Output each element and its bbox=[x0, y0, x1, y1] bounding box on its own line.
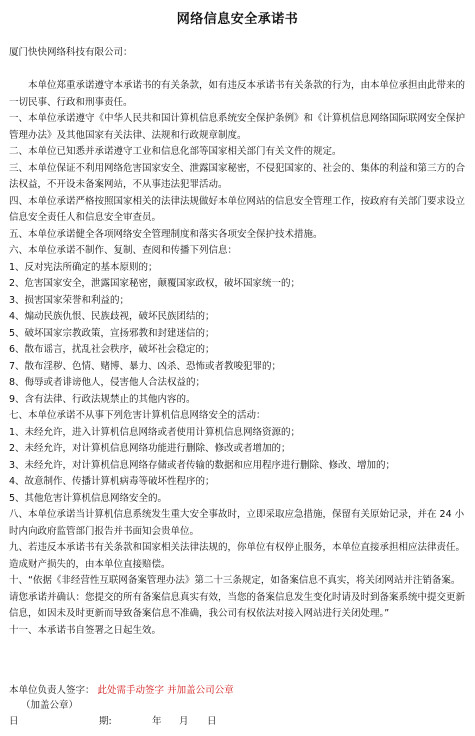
clause-7: 七、本单位承诺不从事下列危害计算机信息网络安全的活动： bbox=[9, 410, 266, 421]
clause-8: 八、本单位承诺当计算机信息系统发生重大安全事故时，立即采取应急措施，保留有关原始记录，并在 24 小时内向政府监管部门报告并书面知会贵单位。 bbox=[9, 509, 465, 537]
signer-label: 本单位负责人签字： bbox=[9, 685, 95, 696]
clause-6-item-8: 8、侮辱或者诽谤他人，侵害他人合法权益的； bbox=[9, 377, 206, 388]
clause-6-item-2: 2、危害国家安全，泄露国家秘密，颠覆国家政权，破坏国家统一的； bbox=[9, 278, 301, 289]
seal-note: （加盖公章） bbox=[21, 700, 79, 711]
signature-field[interactable]: 此处需手动签字 并加盖公司公章 bbox=[97, 685, 234, 696]
clause-6-item-3: 3、损害国家荣誉和利益的； bbox=[9, 294, 130, 306]
clause-1: 一、本单位承诺遵守《中华人民共和国计算机信息系统安全保护条例》和《计算机信息网络国际联网安全保护管理办法》及其他国家有关法律、法规和行政规章制度。 bbox=[9, 113, 466, 141]
clause-9: 九、若违反本承诺书有关条款和国家相关法律法规的，你单位有权停止服务，本单位直接承担相应法律责任。造成财产损失的，由本单位直接赔偿。 bbox=[9, 542, 466, 570]
addressee: 厦门快快网络科技有限公司： bbox=[9, 47, 133, 58]
clause-3: 三、本单位保证不利用网络危害国家安全、泄露国家秘密，不侵犯国家的、社会的、集体的利益和第三方的合法权益，不开设未备案网站，不从事违法犯罪活动。 bbox=[9, 162, 466, 190]
date-month-label: 月 bbox=[179, 716, 189, 727]
clause-6: 六、本单位承诺不制作、复制、查阅和传播下列信息： bbox=[9, 245, 238, 256]
clause-10: 十、“依据《非经营性互联网备案管理办法》第二十三条规定，如备案信息不真实，将关闭网站并注销备案。请您承诺并确认：您提交的所有备案信息真实有效，当您的备案信息发生变化时请及时到备案系统中提交更新信息，如因未及时更新而导致备案信息不准确，我公司有权依法对接入网站进行关闭处理。” bbox=[9, 575, 466, 619]
document-body bbox=[9, 78, 467, 639]
clause-7-item-4: 4、故意制作、传播计算机病毒等破坏性程序的； bbox=[9, 476, 215, 487]
clause-6-item-6: 6、散布谣言，扰乱社会秩序，破坏社会稳定的； bbox=[9, 344, 215, 355]
clause-6-item-5: 5、破坏国家宗教政策，宣扬邪教和封建迷信的； bbox=[9, 327, 215, 339]
date-label-ri: 日 bbox=[9, 716, 19, 727]
clause-4: 四、本单位承诺严格按照国家相关的法律法规做好本单位网站的信息安全管理工作，按政府有关部门要求设立信息安全责任人和信息安全审查员。 bbox=[9, 195, 466, 223]
clause-6-item-9: 9、含有法律、行政法规禁止的其他内容的。 bbox=[9, 393, 196, 405]
clause-7-item-1: 1、未经允许，进入计算机信息网络或者使用计算机信息网络资源的； bbox=[9, 426, 301, 438]
clause-7-item-2: 2、未经允许，对计算机信息网络功能进行删除、修改或者增加的； bbox=[9, 443, 291, 454]
clause-6-item-4: 4、煽动民族仇恨、民族歧视，破坏民族团结的； bbox=[9, 311, 215, 322]
clause-7-item-3: 3、未经允许，对计算机信息网络存储或者传输的数据和应用程序进行删除、修改、增加的； bbox=[9, 459, 396, 471]
date-day-label: 日 bbox=[207, 716, 217, 727]
signature-line bbox=[9, 682, 234, 696]
document-title: 网络信息安全承诺书 bbox=[176, 12, 299, 27]
clause-11: 十一、本承诺书自签署之日起生效。 bbox=[9, 624, 162, 636]
clause-6-item-1: 1、反对宪法所确定的基本原则的； bbox=[9, 261, 158, 273]
intro-paragraph: 本单位郑重承诺遵守本承诺书的有关条款，如有违反本承诺书有关条款的行为，由本单位承担由此带来的一切民事、行政和刑事责任。 bbox=[9, 80, 466, 108]
clause-5: 五、本单位承诺健全各项网络安全管理制度和落实各项安全保护技术措施。 bbox=[9, 228, 323, 240]
date-label-qi: 期: bbox=[99, 716, 112, 727]
clause-2: 二、本单位已知悉并承诺遵守工业和信息化部等国家相关部门有关文件的规定。 bbox=[9, 146, 342, 157]
clause-6-item-7: 7、散布淫秽、色情、赌博、暴力、凶杀、恐怖或者教唆犯罪的； bbox=[9, 360, 282, 372]
clause-7-item-5: 5、其他危害计算机信息网络安全的。 bbox=[9, 492, 168, 504]
date-year-label: 年 bbox=[152, 716, 162, 727]
